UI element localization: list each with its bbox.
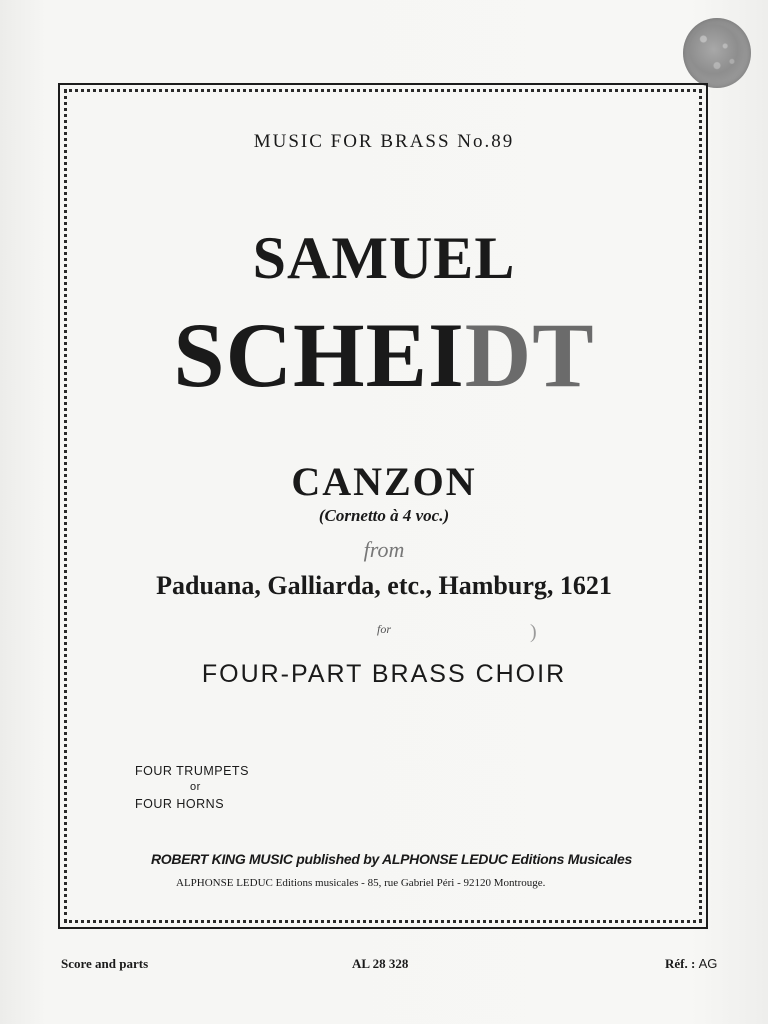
composer-last-name-part-a: SCHEI [173, 304, 465, 406]
composer-last-name-part-b: DT [464, 304, 595, 406]
series-title: MUSIC FOR BRASS No.89 [253, 131, 515, 152]
from-label: from [363, 537, 405, 562]
work-title: CANZON [291, 459, 477, 504]
ensemble-title: FOUR-PART BRASS CHOIR [201, 660, 567, 688]
pencil-mark-icon: ) [530, 621, 537, 643]
reference [665, 956, 717, 972]
reference-label: Réf. : [665, 956, 696, 971]
for-label: for [376, 622, 391, 636]
edition-label: Score and parts [61, 956, 149, 971]
composer-last-name [0, 302, 768, 408]
instrumentation-option-1: FOUR TRUMPETS [135, 764, 249, 778]
instrumentation-option-2: FOUR HORNS [135, 797, 225, 811]
reference-code: AG [698, 956, 718, 971]
publisher-line: ROBERT KING MUSIC published by ALPHONSE LEDUC Editions Musicales [151, 851, 632, 867]
composer-first-name: SAMUEL [252, 225, 516, 291]
library-stamp-icon [683, 18, 751, 88]
catalog-number: AL 28 328 [352, 956, 409, 971]
work-subtitle: (Cornetto à 4 voc.) [318, 506, 450, 525]
instrumentation-or: or [190, 781, 201, 793]
publisher-address: ALPHONSE LEDUC Editions musicales - 85, rue Gabriel Péri - 92120 Montrouge. [176, 877, 546, 889]
source-collection: Paduana, Galliarda, etc., Hamburg, 1621 [156, 571, 612, 600]
